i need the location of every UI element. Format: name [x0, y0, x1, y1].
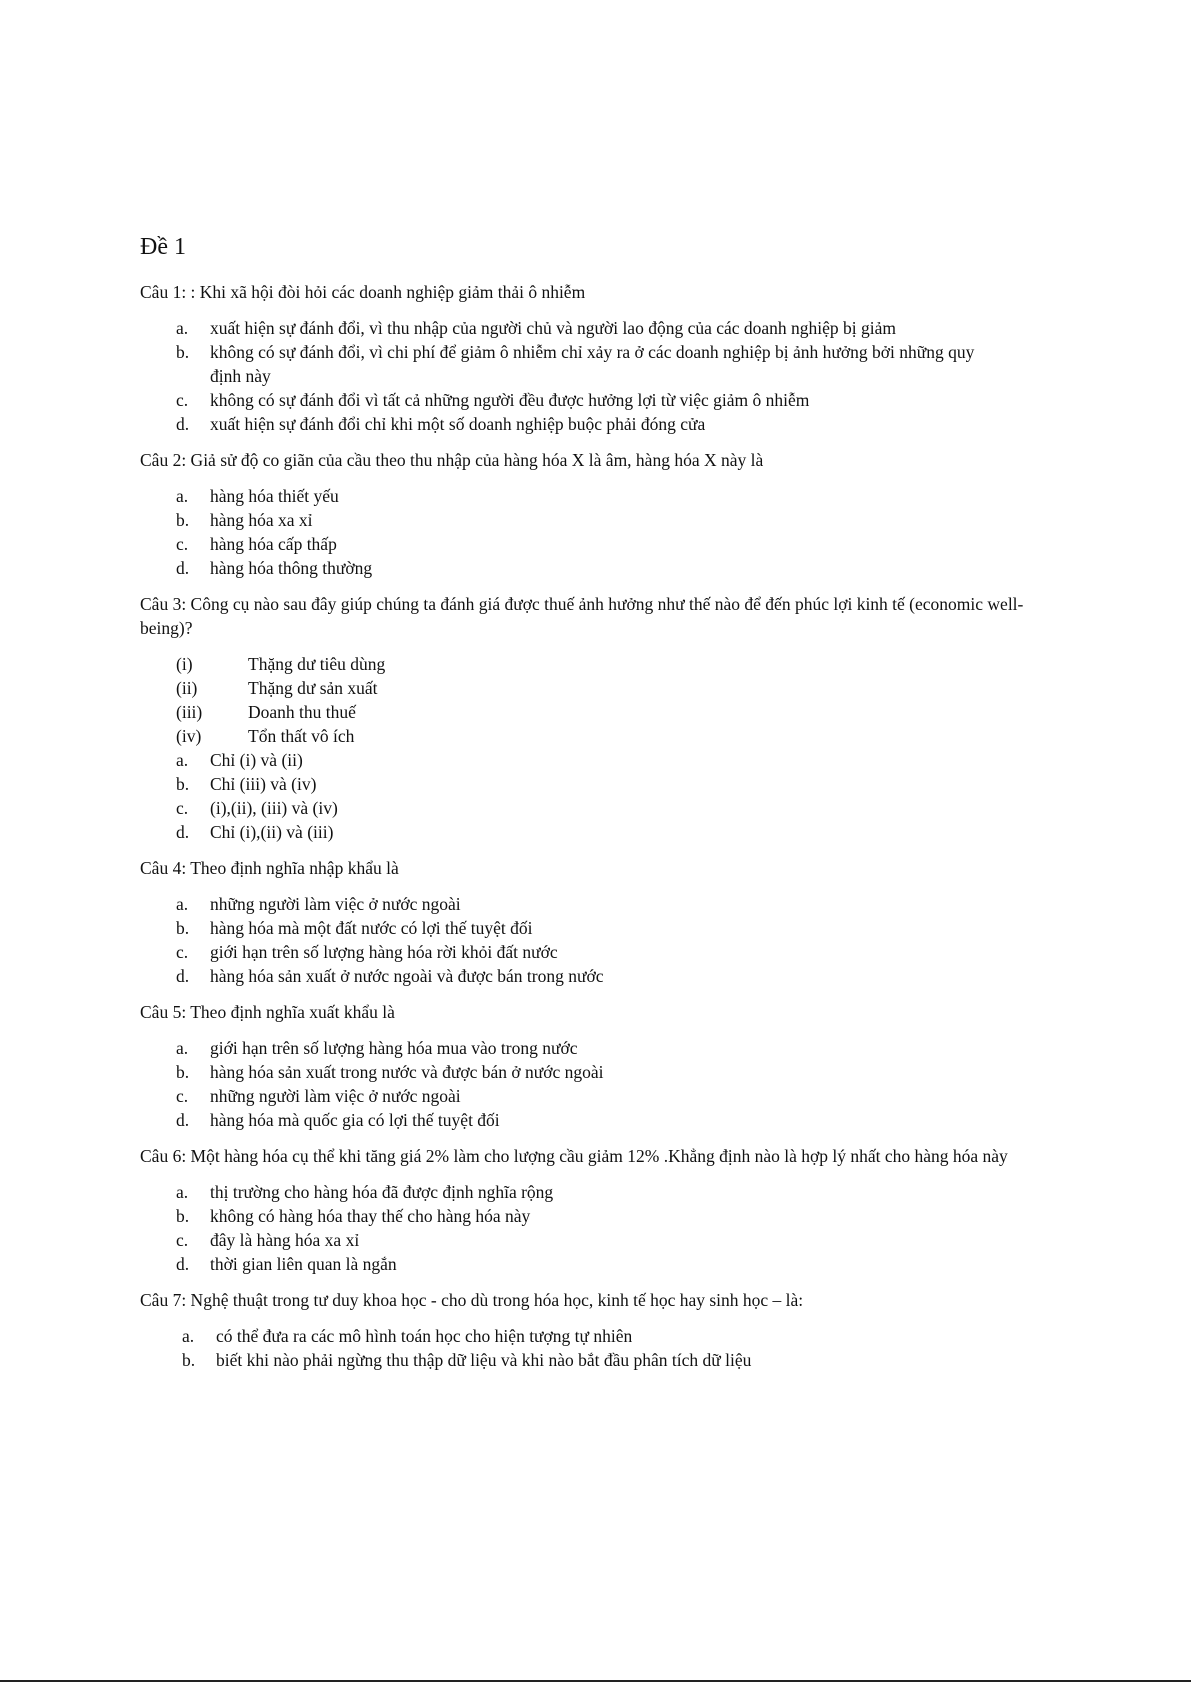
- option-b: [182, 1348, 1040, 1372]
- question-6: [140, 1144, 1040, 1276]
- option-a: [176, 1036, 1040, 1060]
- option-label: d.: [176, 1110, 190, 1130]
- option-label: a.: [176, 1182, 189, 1202]
- roman-item-4: [176, 724, 1040, 748]
- option-d: [176, 1108, 1040, 1132]
- option-c: [176, 532, 1040, 556]
- item-label: (iv): [176, 726, 202, 746]
- option-text: hàng hóa cấp thấp: [210, 534, 337, 554]
- option-d: [176, 556, 1040, 580]
- option-c: [176, 796, 1040, 820]
- option-text: thời gian liên quan là ngắn: [210, 1254, 397, 1274]
- option-text: hàng hóa mà quốc gia có lợi thế tuyệt đối: [210, 1110, 500, 1130]
- option-text: hàng hóa sản xuất trong nước và được bán ở nước ngoài: [210, 1062, 604, 1082]
- option-b: [176, 1060, 1040, 1084]
- option-text: có thể đưa ra các mô hình toán học cho hiện tượng tự nhiên: [216, 1326, 633, 1346]
- answer-options: [182, 1324, 1040, 1372]
- option-label: d.: [176, 822, 190, 842]
- item-text: Thặng dư tiêu dùng: [248, 654, 386, 674]
- option-text: Chỉ (iii) và (iv): [210, 774, 317, 794]
- option-b: [176, 916, 1040, 940]
- answer-options: [176, 1036, 1040, 1132]
- question-text: Câu 6: Một hàng hóa cụ thể khi tăng giá 2% làm cho lượng cầu giảm 12% .Khẳng định nào là hợp lý nhất cho hàng hóa này: [140, 1146, 1008, 1166]
- option-text: xuất hiện sự đánh đổi chỉ khi một số doanh nghiệp buộc phải đóng cửa: [210, 414, 706, 434]
- question-2: [140, 448, 1040, 580]
- question-3: [140, 592, 1040, 844]
- roman-item-3: [176, 700, 1040, 724]
- question-5: [140, 1000, 1040, 1132]
- option-text: Chỉ (i) và (ii): [210, 750, 303, 770]
- option-label: d.: [176, 558, 190, 578]
- option-text: giới hạn trên số lượng hàng hóa mua vào trong nước: [210, 1038, 578, 1058]
- option-label: a.: [176, 1038, 189, 1058]
- option-c: [176, 388, 1040, 412]
- option-label: d.: [176, 414, 190, 434]
- item-text: Doanh thu thuế: [248, 702, 356, 722]
- option-text: hàng hóa xa xỉ: [210, 510, 313, 530]
- option-text: hàng hóa thiết yếu: [210, 486, 339, 506]
- option-label: a.: [176, 894, 189, 914]
- option-label: b.: [176, 1206, 190, 1226]
- option-label: d.: [176, 1254, 190, 1274]
- option-label: c.: [176, 390, 189, 410]
- option-text: biết khi nào phải ngừng thu thập dữ liệu và khi nào bắt đầu phân tích dữ liệu: [216, 1350, 752, 1370]
- option-text: giới hạn trên số lượng hàng hóa rời khỏi đất nước: [210, 942, 558, 962]
- option-b: [176, 340, 1040, 388]
- question-4: [140, 856, 1040, 988]
- option-text: không có hàng hóa thay thế cho hàng hóa này: [210, 1206, 531, 1226]
- option-label: b.: [182, 1350, 196, 1370]
- answer-options: [176, 316, 1040, 436]
- option-c: [176, 940, 1040, 964]
- question-text: Câu 7: Nghệ thuật trong tư duy khoa học - cho dù trong hóa học, kinh tế học hay sinh học – là:: [140, 1290, 804, 1310]
- option-text: Chỉ (i),(ii) và (iii): [210, 822, 334, 842]
- answer-options: [176, 892, 1040, 988]
- option-text: thị trường cho hàng hóa đã được định nghĩa rộng: [210, 1182, 554, 1202]
- question-text: Câu 5: Theo định nghĩa xuất khẩu là: [140, 1002, 395, 1022]
- option-text: xuất hiện sự đánh đổi, vì thu nhập của người chủ và người lao động của các doanh nghiệp bị giảm: [210, 318, 897, 338]
- question-1: [140, 280, 1040, 436]
- option-label: c.: [176, 534, 189, 554]
- option-text: những người làm việc ở nước ngoài: [210, 894, 461, 914]
- option-a: [176, 1180, 1040, 1204]
- option-c: [176, 1084, 1040, 1108]
- option-d: [176, 820, 1040, 844]
- document-page: [140, 232, 1040, 1384]
- option-a: [176, 484, 1040, 508]
- question-text: Câu 1: : Khi xã hội đòi hỏi các doanh nghiệp giảm thải ô nhiễm: [140, 282, 586, 302]
- option-label: a.: [176, 486, 189, 506]
- option-a: [176, 316, 1040, 340]
- answer-options: [176, 652, 1040, 844]
- option-label: c.: [176, 1230, 189, 1250]
- option-text: không có sự đánh đổi vì tất cả những người đều được hưởng lợi từ việc giảm ô nhiễm: [210, 390, 810, 410]
- option-text: đây là hàng hóa xa xỉ: [210, 1230, 360, 1250]
- option-label: c.: [176, 942, 189, 962]
- option-label: a.: [182, 1326, 195, 1346]
- option-label: b.: [176, 342, 190, 362]
- answer-options: [176, 484, 1040, 580]
- option-text: hàng hóa thông thường: [210, 558, 373, 578]
- item-label: (iii): [176, 702, 203, 722]
- roman-item-1: [176, 652, 1040, 676]
- option-label: b.: [176, 1062, 190, 1082]
- page-bottom-divider: [0, 1680, 1191, 1682]
- question-text: Câu 2: Giả sử độ co giãn của cầu theo thu nhập của hàng hóa X là âm, hàng hóa X này là: [140, 450, 764, 470]
- option-text: hàng hóa mà một đất nước có lợi thế tuyệt đối: [210, 918, 533, 938]
- item-text: Tổn thất vô ích: [248, 726, 355, 746]
- option-text: những người làm việc ở nước ngoài: [210, 1086, 461, 1106]
- option-b: [176, 508, 1040, 532]
- option-label: b.: [176, 774, 190, 794]
- option-b: [176, 1204, 1040, 1228]
- option-text: hàng hóa sản xuất ở nước ngoài và được bán trong nước: [210, 966, 604, 986]
- option-d: [176, 1252, 1040, 1276]
- roman-item-2: [176, 676, 1040, 700]
- option-text: (i),(ii), (iii) và (iv): [210, 798, 338, 818]
- option-text: không có sự đánh đổi, vì chi phí để giảm ô nhiễm chỉ xảy ra ở các doanh nghiệp bị ảnh hưởng bởi những quy định này: [210, 342, 975, 386]
- item-label: (ii): [176, 678, 198, 698]
- question-7: [140, 1288, 1040, 1372]
- item-text: Thặng dư sản xuất: [248, 678, 378, 698]
- option-a: [176, 892, 1040, 916]
- page-title: Đề 1: [140, 234, 186, 260]
- option-d: [176, 964, 1040, 988]
- option-b: [176, 772, 1040, 796]
- question-text: Câu 3: Công cụ nào sau đây giúp chúng ta đánh giá được thuế ảnh hưởng như thế nào để đến phúc lợi kinh tế (economic well-being)?: [140, 594, 1024, 638]
- option-label: a.: [176, 750, 189, 770]
- option-label: a.: [176, 318, 189, 338]
- option-c: [176, 1228, 1040, 1252]
- option-label: c.: [176, 1086, 189, 1106]
- option-label: b.: [176, 510, 190, 530]
- item-label: (i): [176, 654, 193, 674]
- option-a: [176, 748, 1040, 772]
- option-label: d.: [176, 966, 190, 986]
- option-d: [176, 412, 1040, 436]
- option-label: b.: [176, 918, 190, 938]
- question-text: Câu 4: Theo định nghĩa nhập khẩu là: [140, 858, 399, 878]
- answer-options: [176, 1180, 1040, 1276]
- option-label: c.: [176, 798, 189, 818]
- option-a: [182, 1324, 1040, 1348]
